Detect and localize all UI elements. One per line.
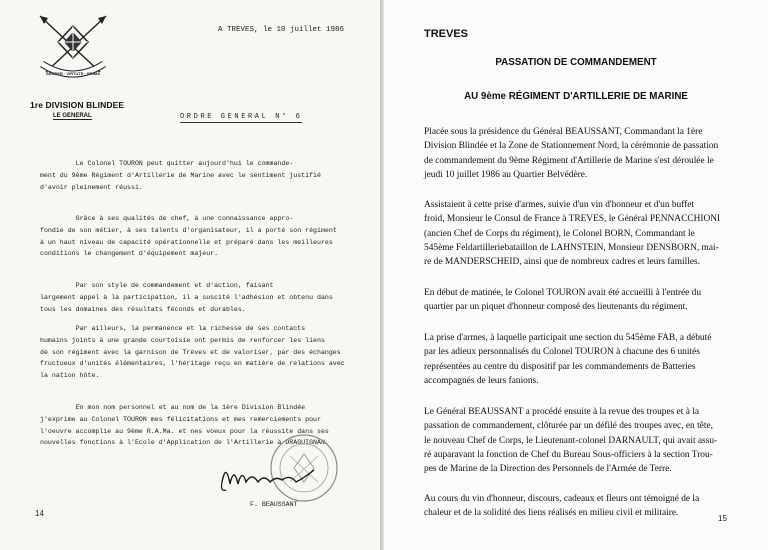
division-emblem-icon [34,12,112,92]
order-paragraph: Par son style de commandement et d'action, faisant largement appel à la participation, il a suscité l'adhésion et obtenu dans tous les domaines des résultats féconds et durables. [40,282,333,313]
article-location: TREVES [424,28,469,40]
signer-name: F. BEAUSSANT [250,501,298,508]
svg-text:SEMPER · VIRTUTE · PRIMA: SEMPER · VIRTUTE · PRIMA [45,71,101,76]
signature-icon [218,452,328,496]
division-name: 1re DIVISION BLINDEE [30,100,125,110]
order-paragraph: Grâce à ses qualités de chef, à une connaissance appro- fondie de son métier, à ses talents d'organisateur, il a porté son régiment à un haut niveau de capacité opérationnelle et préparé dans les meilleures conditions le changement d'équipement majeur. [40,215,337,258]
order-paragraph: Par ailleurs, la permanence et la richesse de ses contacts humains joints à une grande courtoisie ont permis de renforcer les liens de son régiment avec la garnison de Trèves et de valoriser, par des échanges fructueux d'unités élémentaires, l'héritage reçu en matière de relations avec la nation hôte. [40,325,345,380]
order-title: ORDRE GENERAL N° 6 [180,113,303,121]
page-number: 14 [35,509,44,518]
article-paragraph: En début de matinée, le Colonel TOURON avait été accueilli à l'entrée du quartier par un piquet d'honneur composé des lieutenants du régiment. [424,288,702,313]
article-paragraph: La prise d'armes, à laquelle participait une section du 545ème FAB, a débuté par les adieux personnalisés du Colonel TOURON à chacune des 6 unités représentées au centre du dispositif par les commandements de Batteries accompagnés de leurs fanions. [424,333,712,386]
right-page [384,0,768,550]
general-label: LE GENERAL [53,113,92,119]
article-heading: PASSATION DE COMMANDEMENT [495,57,657,68]
article-paragraph: Assistaient à cette prise d'armes, suivie d'un vin d'honneur et d'un buffet froid, Monsieur le Consul de France à TREVES, le Général PENNACCHIONI (ancien Chef de Corps du régiment), le Colonel BORN, Commandant le 545ème Feldartilleriebataillon de LAHNSTEIN, Monsieur DENSBORN, mai- re de MANDERSCHEID, ainsi que de nombreux cadres et leurs familles. [424,200,721,268]
left-page [0,0,380,550]
page-number: 15 [718,514,727,523]
article-subheading: AU 9ème RÉGIMENT D'ARTILLERIE DE MARINE [464,91,688,102]
article-paragraph: Le Général BEAUSSANT a procédé ensuite à la revue des troupes et à la passation de commandement, clôturée par un défilé des troupes avec, en tête, le nouveau Chef de Corps, le Lieutenant-colonel DARNAULT, qui avait assu- ré auparavant la fonction de Chef du Bureau Sous-officiers à la section Trou- pes de Marine de la Direction des Personnels de l'Armée de Terre. [424,407,718,475]
order-paragraph: En mon nom personnel et au nom de la 1ère Division Blindée j'exprime au Colonel TOURON mes félicitations et mes remerciements pour l'oeuvre accomplie au 9ème R.A.Ma. et nes voeux pour la réussite dans ses nouvelles fonctions à l'Ecole d'Application de l'Artillerie à DRAGUIGNAN. [40,404,329,447]
article-paragraph: Placée sous la présidence du Général BEAUSSANT, Commandant la 1ère Division Blindée et la Zone de Stationnement Nord, la cérémonie de passation de commandement du 9ème Régiment d'Artillerie de Marine s'est déroulée le jeudi 10 juillet 1986 au Quartier Belvédère. [424,127,719,180]
article-paragraph: Au cours du vin d'honneur, discours, cadeaux et fleurs ont témoigné de la chaleur et de la solidité des liens réalisés en milieu civil et militaire. [424,494,700,519]
dateline: A TREVES, le 10 juillet 1986 [218,26,345,34]
order-paragraph: Le Colonel TOURON peut quitter aujourd'hui le commande- ment du 9ème Régiment d'Artillerie de Marine avec le sentiment justifié d'avoir pleinement réussi. [40,160,321,191]
